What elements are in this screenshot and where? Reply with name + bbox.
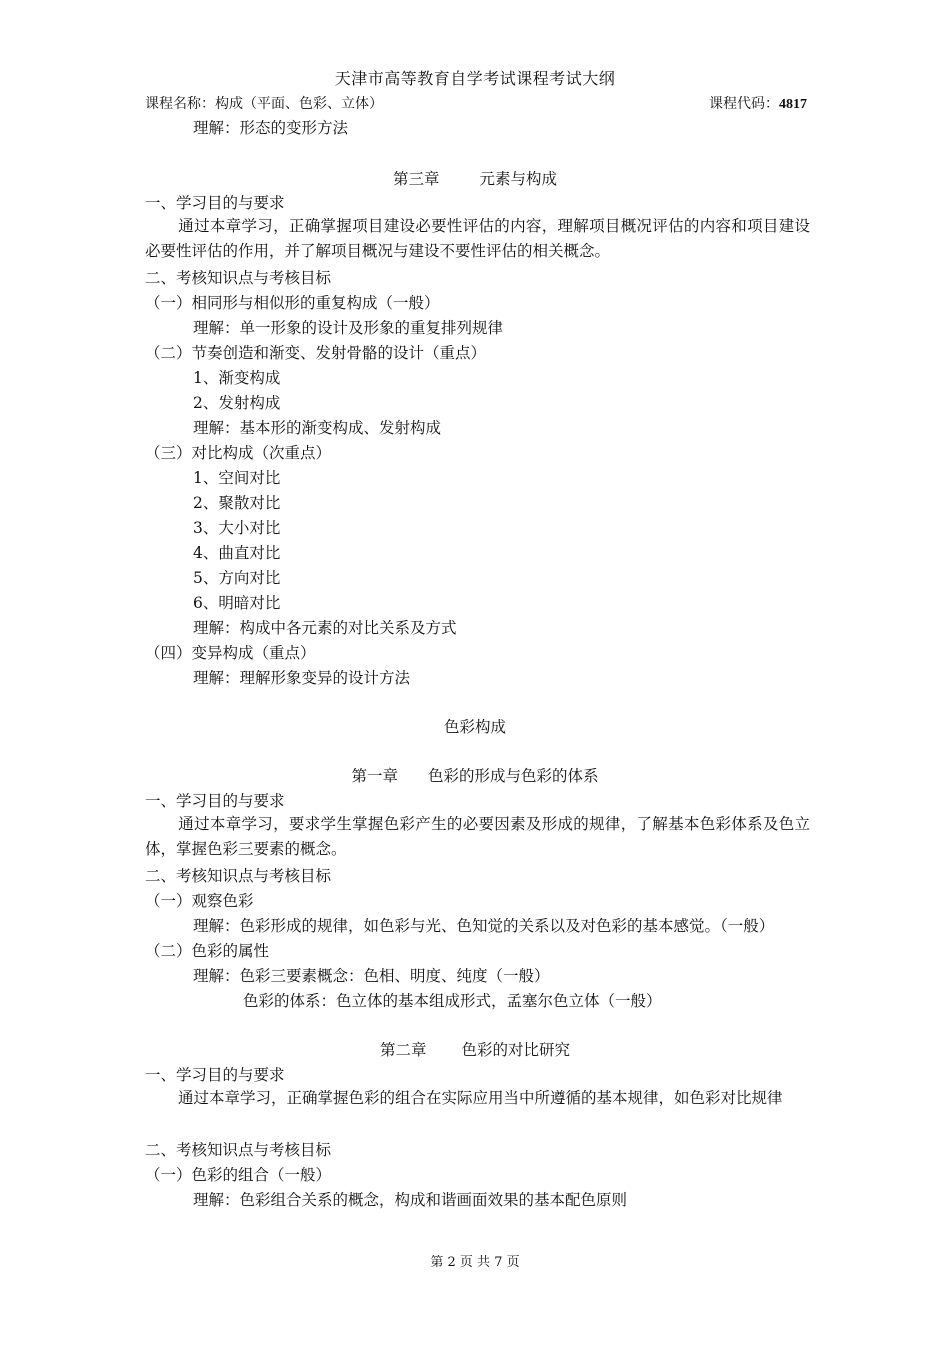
knowledge-point: （四）变异构成（重点） [145,644,316,662]
understanding-line: 理解：单一形象的设计及形象的重复排列规律 [193,319,504,337]
paragraph [145,1086,810,1111]
chapter-number: 第二章 [379,1041,427,1059]
understanding-line: 理解：色彩组合关系的概念，构成和谐画面效果的基本配色原则 [193,1191,628,1209]
section-heading: 二、考核知识点与考核目标 [145,269,332,287]
section-heading: 二、考核知识点与考核目标 [145,867,332,885]
understanding-line: 理解：色彩形成的规律，如色彩与光、色知觉的关系以及对色彩的基本感觉。（一般） [193,917,775,935]
section-heading: 一、学习目的与要求 [145,1066,285,1084]
list-item: 2、聚散对比 [193,494,281,512]
course-code-label: 课程代码： [709,96,779,112]
paragraph [145,812,810,862]
paragraph-text: 通过本章学习，要求学生掌握色彩产生的必要因素及形成的规律，了解基本色彩体系及色立体，掌握色彩三要素的概念。 [145,815,810,858]
understanding-line: 理解：理解形象变异的设计方法 [193,669,411,687]
chapter-name: 元素与构成 [479,170,558,188]
list-item: 2、发射构成 [193,394,281,412]
chapter-title [0,1040,950,1060]
chapter-number: 第三章 [392,170,440,188]
course-code [709,93,807,113]
part-title: 色彩构成 [443,718,506,736]
list-item: 3、大小对比 [193,519,281,537]
section-heading: 二、考核知识点与考核目标 [145,1141,332,1159]
understanding-line: 色彩的体系：色立体的基本组成形式，孟塞尔色立体（一般） [243,992,662,1010]
list-item: 1、空间对比 [193,469,281,487]
chapter-name: 色彩的对比研究 [461,1041,571,1059]
knowledge-point: （三）对比构成（次重点） [145,444,332,462]
understanding-line: 理解：色彩三要素概念：色相、明度、纯度（一般） [193,967,550,985]
list-item: 5、方向对比 [193,569,281,587]
section-heading: 一、学习目的与要求 [145,792,285,810]
understanding-line: 理解：基本形的渐变构成、发射构成 [193,419,442,437]
chapter-number: 第一章 [351,767,398,785]
understanding-line: 理解：构成中各元素的对比关系及方式 [193,619,457,637]
list-item: 6、明暗对比 [193,594,281,612]
knowledge-point: （二）节奏创造和渐变、发射骨骼的设计（重点） [145,344,487,362]
knowledge-point: （二）色彩的属性 [145,942,270,960]
chapter-name: 色彩的形成与色彩的体系 [428,767,599,785]
page-header-title: 天津市高等教育自学考试课程考试大纲 [334,69,616,88]
list-item: 1、渐变构成 [193,369,281,387]
course-name: 课程名称：构成（平面、色彩、立体） [145,96,383,112]
section-heading: 一、学习目的与要求 [145,194,285,212]
knowledge-point: （一）相同形与相似形的重复构成（一般） [145,294,440,312]
knowledge-point: （一）观察色彩 [145,892,254,910]
chapter-title [0,169,950,189]
paragraph [145,214,810,264]
paragraph-text: 通过本章学习，正确掌握色彩的组合在实际应用当中所遵循的基本规律，如色彩对比规律 [178,1089,783,1107]
page-footer: 第 2 页 共 7 页 [430,1255,520,1270]
understanding-line: 理解：形态的变形方法 [193,119,349,137]
paragraph-text: 通过本章学习，正确掌握项目建设必要性评估的内容，理解项目概况评估的内容和项目建设必要性评估的作用，并了解项目概况与建设不要性评估的相关概念。 [145,217,810,260]
chapter-title [0,766,950,786]
knowledge-point: （一）色彩的组合（一般） [145,1166,332,1184]
list-item: 4、曲直对比 [193,544,281,562]
course-code-value: 4817 [779,97,807,112]
